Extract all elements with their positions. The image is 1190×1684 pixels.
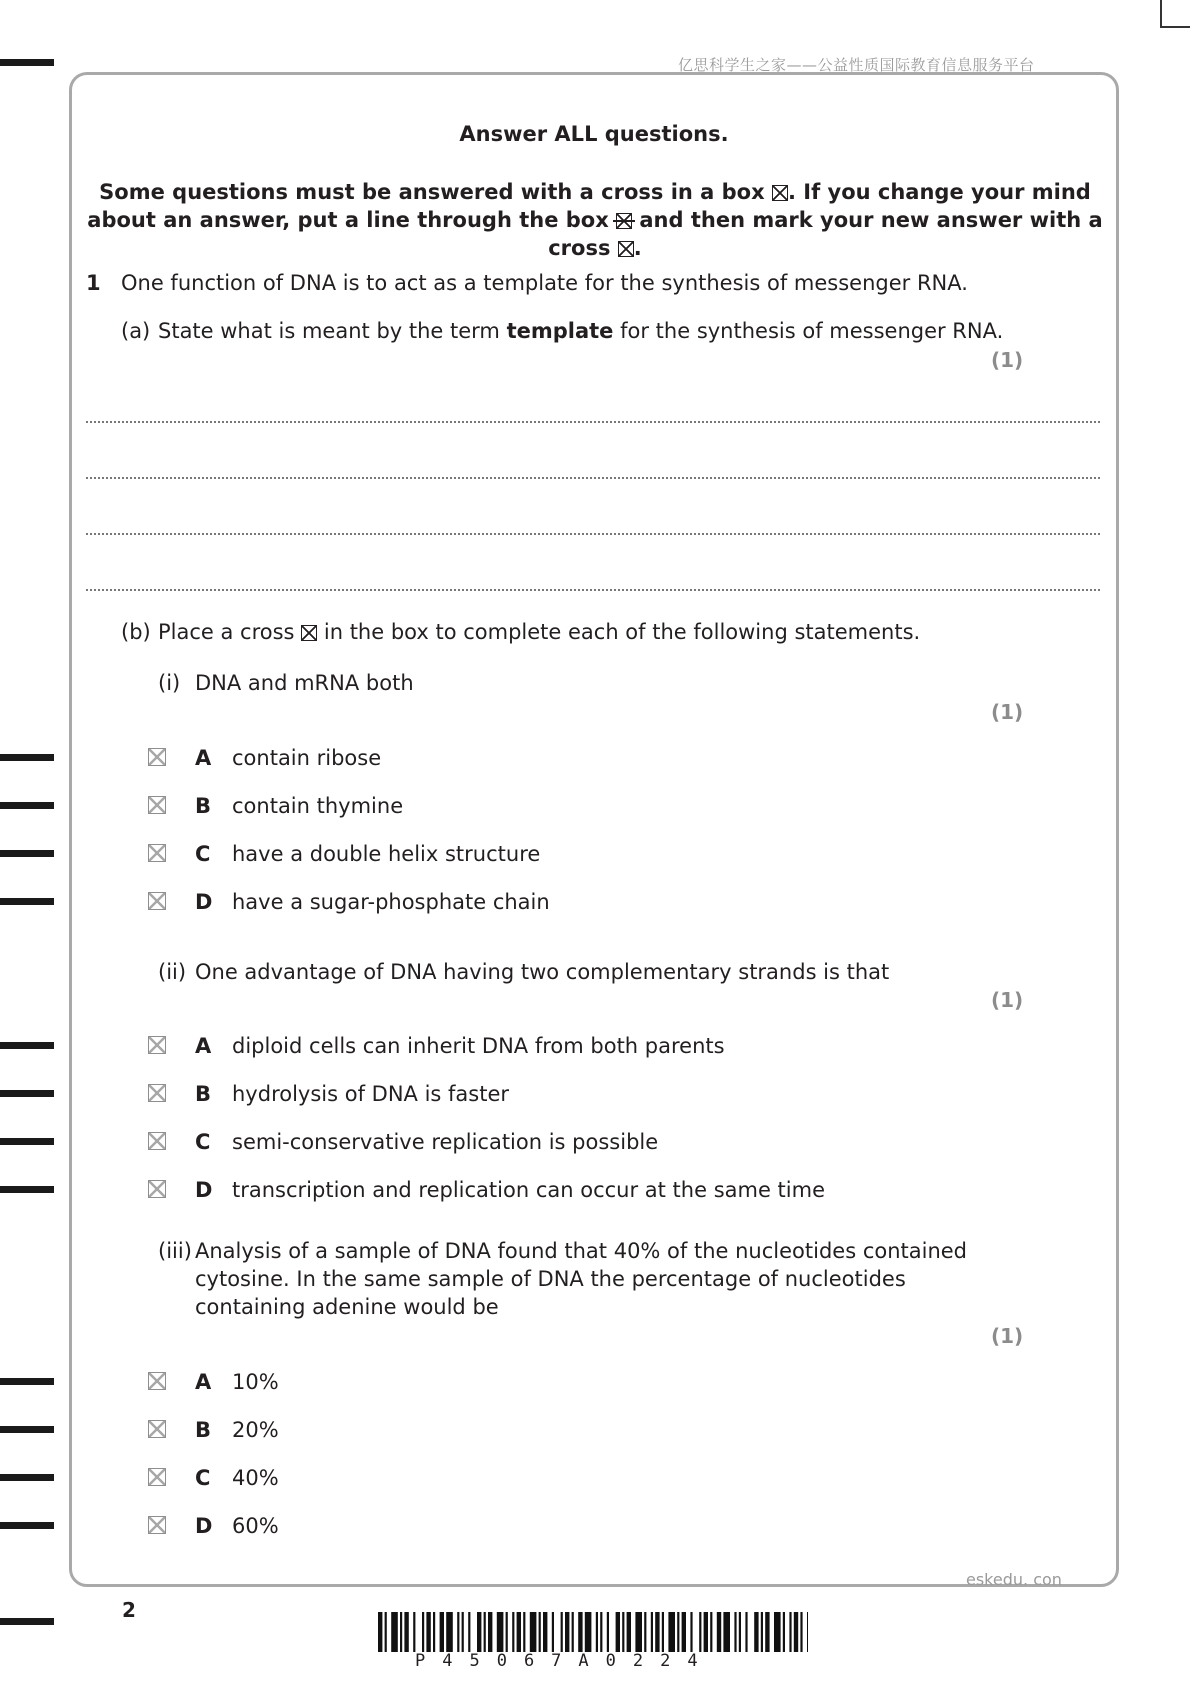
option-text: hydrolysis of DNA is faster xyxy=(232,1082,510,1106)
part-a-label: (a) xyxy=(121,319,151,343)
crop-mark xyxy=(1160,0,1190,28)
option-checkbox[interactable] xyxy=(148,1468,166,1486)
watermark-bottom: eskedu. con xyxy=(966,1570,1062,1589)
cross-box-icon xyxy=(772,185,788,201)
part-a-text-before: State what is meant by the term xyxy=(158,319,500,343)
option-checkbox[interactable] xyxy=(148,1084,166,1102)
struck-box-icon xyxy=(616,213,632,229)
option-letter: B xyxy=(195,1418,212,1442)
cross-box-icon xyxy=(301,625,317,641)
instructions-text: Some questions must be answered with a cross in a box xyxy=(99,180,765,204)
sub-ii-text: One advantage of DNA having two complementary strands is that xyxy=(195,960,890,984)
option-checkbox[interactable] xyxy=(148,1420,166,1438)
barcode-text: P45067A0224 xyxy=(415,1651,715,1671)
part-a-bold-term: template xyxy=(506,319,614,343)
part-a-text-after: for the synthesis of messenger RNA. xyxy=(620,319,1004,343)
sub-i-label: (i) xyxy=(158,671,181,695)
sub-ii-label: (ii) xyxy=(158,960,187,984)
margin-tick xyxy=(0,1474,54,1481)
part-b-text xyxy=(158,620,920,644)
margin-tick xyxy=(0,850,54,857)
part-a-text xyxy=(158,319,1003,343)
part-b-text-before: Place a cross xyxy=(158,620,295,644)
option-checkbox[interactable] xyxy=(148,892,166,910)
option-letter: C xyxy=(195,1466,211,1490)
option-letter: D xyxy=(195,1178,213,1202)
margin-tick xyxy=(0,1138,54,1145)
sub-iii-marks: (1) xyxy=(991,1324,1024,1348)
cross-box-icon xyxy=(618,241,634,257)
margin-tick xyxy=(0,802,54,809)
part-a-marks: (1) xyxy=(991,348,1024,372)
page-number: 2 xyxy=(122,1598,136,1622)
option-letter: A xyxy=(195,1034,212,1058)
margin-tick xyxy=(0,1426,54,1433)
option-text: have a sugar-phosphate chain xyxy=(232,890,550,914)
instructions-text: and then mark your new answer with a cross xyxy=(548,208,1103,260)
option-text: contain thymine xyxy=(232,794,404,818)
sub-iii-text-line3: containing adenine would be xyxy=(195,1295,499,1319)
page-heading: Answer ALL questions. xyxy=(459,122,729,146)
sub-iii-text-line1: Analysis of a sample of DNA found that 40% of the nucleotides contained xyxy=(195,1239,968,1263)
option-checkbox[interactable] xyxy=(148,844,166,862)
instructions xyxy=(80,178,1110,262)
sub-iii-text-line2: cytosine. In the same sample of DNA the percentage of nucleotides xyxy=(195,1267,906,1291)
part-b-text-after: in the box to complete each of the following statements. xyxy=(323,620,921,644)
option-text: have a double helix structure xyxy=(232,842,541,866)
barcode-icon xyxy=(378,1612,808,1652)
margin-tick xyxy=(0,1522,54,1529)
sub-ii-marks: (1) xyxy=(991,988,1024,1012)
part-b-label: (b) xyxy=(121,620,151,644)
option-letter: B xyxy=(195,794,212,818)
option-text: 20% xyxy=(232,1418,279,1442)
question-stem: One function of DNA is to act as a template for the synthesis of messenger RNA. xyxy=(121,271,968,295)
option-text: contain ribose xyxy=(232,746,382,770)
option-text: semi-conservative replication is possible xyxy=(232,1130,659,1154)
margin-tick xyxy=(0,1042,54,1049)
option-text: transcription and replication can occur at the same time xyxy=(232,1178,826,1202)
sub-iii-label: (iii) xyxy=(158,1239,192,1263)
option-letter: D xyxy=(195,890,213,914)
option-text: 40% xyxy=(232,1466,279,1490)
answer-line[interactable] xyxy=(86,589,1100,591)
option-letter: C xyxy=(195,1130,211,1154)
watermark-top: 亿思科学生之家——公益性质国际教育信息服务平台 xyxy=(678,56,1035,74)
answer-line[interactable] xyxy=(86,533,1100,535)
margin-tick xyxy=(0,1378,54,1385)
sub-i-marks: (1) xyxy=(991,700,1024,724)
option-text: diploid cells can inherit DNA from both parents xyxy=(232,1034,725,1058)
page-frame xyxy=(69,72,1119,1587)
option-checkbox[interactable] xyxy=(148,1132,166,1150)
instructions-text: . If you change your mind about an answer, put a line through the box xyxy=(87,180,1091,232)
option-letter: B xyxy=(195,1082,212,1106)
option-checkbox[interactable] xyxy=(148,748,166,766)
option-checkbox[interactable] xyxy=(148,1036,166,1054)
option-text: 10% xyxy=(232,1370,279,1394)
option-letter: A xyxy=(195,746,212,770)
option-letter: D xyxy=(195,1514,213,1538)
margin-tick xyxy=(0,754,54,761)
margin-tick xyxy=(0,1618,54,1625)
margin-tick xyxy=(0,1090,54,1097)
question-number: 1 xyxy=(86,271,101,295)
option-letter: C xyxy=(195,842,211,866)
margin-tick xyxy=(0,1186,54,1193)
instructions-text: . xyxy=(633,236,642,260)
option-checkbox[interactable] xyxy=(148,796,166,814)
option-checkbox[interactable] xyxy=(148,1516,166,1534)
option-text: 60% xyxy=(232,1514,279,1538)
option-checkbox[interactable] xyxy=(148,1372,166,1390)
option-letter: A xyxy=(195,1370,212,1394)
sub-i-text: DNA and mRNA both xyxy=(195,671,414,695)
answer-line[interactable] xyxy=(86,477,1100,479)
margin-tick xyxy=(0,898,54,905)
answer-line[interactable] xyxy=(86,421,1100,423)
option-checkbox[interactable] xyxy=(148,1180,166,1198)
margin-tick xyxy=(0,59,54,66)
